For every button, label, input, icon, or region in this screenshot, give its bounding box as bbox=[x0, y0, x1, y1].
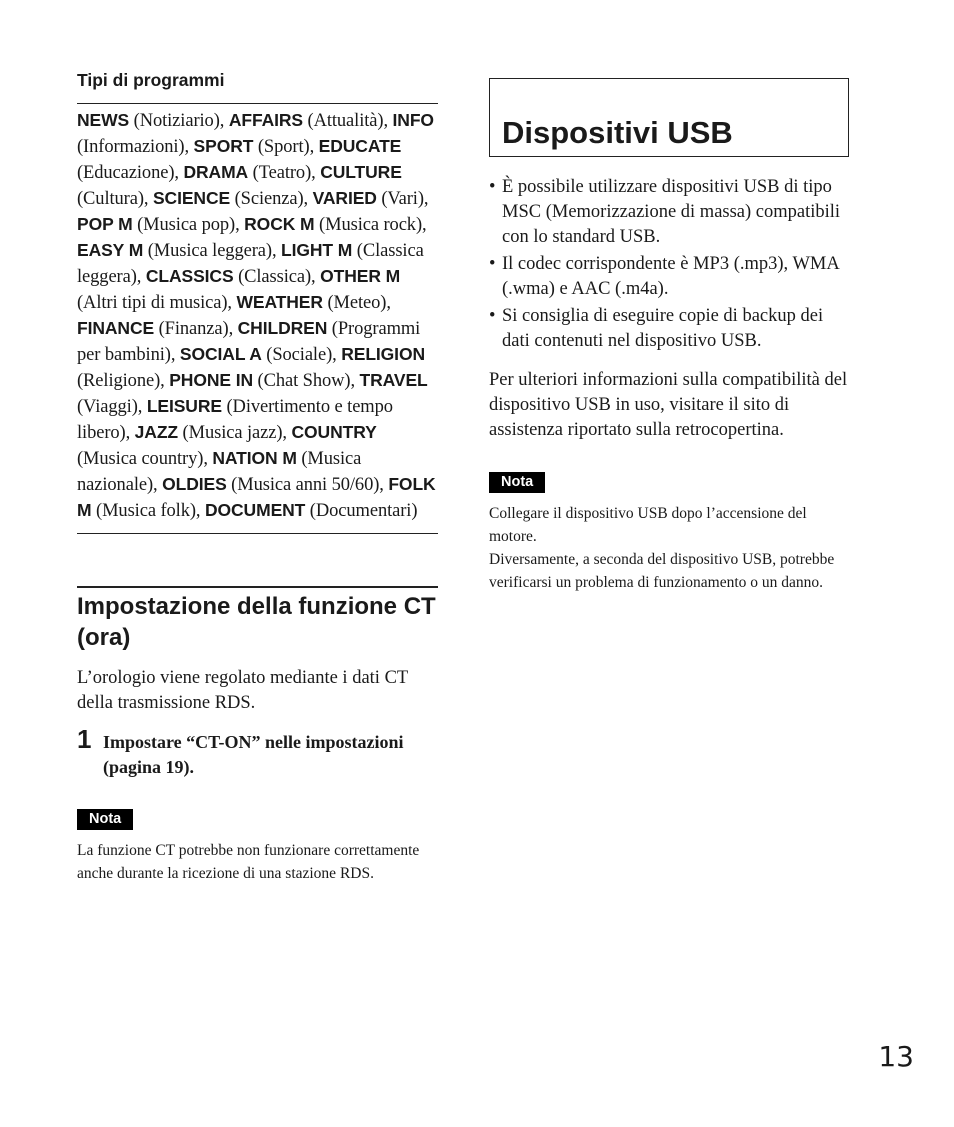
note-badge: Nota bbox=[489, 472, 545, 493]
note-badge: Nota bbox=[77, 809, 133, 830]
note-text: La funzione CT potrebbe non funzionare correttamente anche durante la ricezione di una stazione RDS. bbox=[77, 842, 420, 882]
program-type-desc: (Documentari) bbox=[305, 501, 418, 521]
program-type-desc: (Classica), bbox=[233, 267, 321, 287]
left-column bbox=[77, 70, 438, 885]
program-type-desc: (Sociale), bbox=[261, 345, 342, 365]
program-type-desc: (Sport), bbox=[253, 137, 319, 157]
program-type-code: NATION M bbox=[212, 448, 297, 468]
ct-section-title: Impostazione della funzione CT (ora) bbox=[77, 586, 438, 653]
program-type-code: PHONE IN bbox=[169, 370, 253, 390]
program-type-code: AFFAIRS bbox=[228, 110, 303, 130]
program-type-code: CLASSICS bbox=[145, 266, 234, 286]
program-type-code: VARIED bbox=[312, 188, 377, 208]
program-type-code: INFO bbox=[392, 110, 434, 130]
ct-note bbox=[77, 809, 438, 885]
program-type-code: RELIGION bbox=[341, 344, 425, 364]
program-type-desc: (Musica country), bbox=[77, 449, 213, 469]
program-type-code: COUNTRY bbox=[291, 422, 377, 442]
program-type-desc: (Altri tipi di musica), bbox=[77, 293, 237, 313]
program-type-code: DOCUMENT bbox=[204, 500, 306, 520]
program-type-code: LIGHT M bbox=[281, 240, 353, 260]
program-type-desc: (Cultura), bbox=[77, 189, 153, 209]
program-type-code: SOCIAL A bbox=[179, 344, 262, 364]
program-type-code: EDUCATE bbox=[318, 136, 402, 156]
right-column bbox=[489, 78, 849, 594]
program-type-code: ROCK M bbox=[244, 214, 315, 234]
program-type-desc: (Musica anni 50/60), bbox=[226, 475, 389, 495]
usb-section-title: Dispositivi USB bbox=[502, 115, 733, 150]
program-type-desc: (Musica rock), bbox=[314, 215, 427, 235]
usb-bullet-list bbox=[489, 175, 849, 354]
program-type-desc: (Scienza), bbox=[230, 189, 313, 209]
program-type-code: JAZZ bbox=[134, 422, 179, 442]
list-item: • Il codec corrispondente è MP3 (.mp3), WMA (.wma) e AAC (.m4a). bbox=[489, 254, 839, 299]
program-type-code: TRAVEL bbox=[359, 370, 428, 390]
note-line: Diversamente, a seconda del dispositivo USB, potrebbe verificarsi un problema di funzionamento o un danno. bbox=[489, 551, 835, 591]
program-type-code: DRAMA bbox=[183, 162, 249, 182]
ct-section-body: L’orologio viene regolato mediante i dati CT della trasmissione RDS. bbox=[77, 668, 408, 713]
program-type-code: LEISURE bbox=[146, 396, 222, 416]
program-type-desc: (Musica jazz), bbox=[178, 423, 292, 443]
step-1 bbox=[77, 724, 438, 780]
program-type-code: FINANCE bbox=[77, 318, 155, 338]
bullet-icon: • bbox=[489, 306, 496, 326]
program-type-code: OLDIES bbox=[162, 474, 227, 494]
program-type-desc: (Educazione), bbox=[77, 163, 184, 183]
program-type-code: NEWS bbox=[77, 110, 130, 130]
program-type-code: WEATHER bbox=[236, 292, 323, 312]
program-type-desc: (Attualità), bbox=[302, 111, 393, 131]
program-type-desc: (Informazioni), bbox=[77, 137, 194, 157]
bullet-icon: • bbox=[489, 254, 496, 274]
note-text bbox=[489, 502, 849, 594]
step-number: 1 bbox=[77, 724, 92, 754]
usb-info-paragraph: Per ulteriori informazioni sulla compatibilità del dispositivo USB in uso, visitare il sito di assistenza riportato sulla retrocopertina. bbox=[489, 370, 848, 440]
program-type-desc: (Divertimento e tempo libero), bbox=[77, 397, 393, 443]
list-item: • È possibile utilizzare dispositivi USB di tipo MSC (Memorizzazione di massa) compatibili con lo standard USB. bbox=[489, 177, 841, 247]
list-item: • Si consiglia di eseguire copie di backup dei dati contenuti nel dispositivo USB. bbox=[489, 306, 824, 351]
program-type-desc: (Musica pop), bbox=[132, 215, 245, 235]
program-type-desc: (Religione), bbox=[77, 371, 170, 391]
program-type-desc: (Musica nazionale), bbox=[77, 449, 362, 495]
program-type-desc: (Teatro), bbox=[248, 163, 321, 183]
program-type-code: CULTURE bbox=[320, 162, 402, 182]
program-type-desc: (Viaggi), bbox=[77, 397, 147, 417]
program-type-desc: (Programmi per bambini), bbox=[77, 319, 421, 365]
program-types-heading: Tipi di programmi bbox=[77, 70, 438, 104]
program-type-code: POP M bbox=[77, 214, 133, 234]
program-type-code: OTHER M bbox=[320, 266, 401, 286]
usb-note bbox=[489, 472, 849, 594]
program-type-desc: (Finanza), bbox=[154, 319, 238, 339]
page-number: 13 bbox=[878, 1040, 914, 1073]
program-type-code: CHILDREN bbox=[237, 318, 328, 338]
program-type-desc: (Vari), bbox=[376, 189, 429, 209]
usb-title-box bbox=[489, 78, 849, 157]
program-type-code: FOLK M bbox=[77, 474, 436, 520]
program-type-desc: (Meteo), bbox=[322, 293, 391, 313]
program-type-desc: (Musica folk), bbox=[91, 501, 205, 521]
bullet-icon: • bbox=[489, 177, 496, 197]
program-type-desc: (Notiziario), bbox=[129, 111, 229, 131]
note-line: Collegare il dispositivo USB dopo l’accensione del motore. bbox=[489, 505, 807, 545]
program-types-list bbox=[77, 104, 438, 534]
program-type-desc: (Musica leggera), bbox=[143, 241, 282, 261]
program-type-code: SCIENCE bbox=[152, 188, 231, 208]
program-type-desc: (Chat Show), bbox=[253, 371, 360, 391]
program-type-code: EASY M bbox=[77, 240, 144, 260]
program-type-code: SPORT bbox=[193, 136, 254, 156]
step-text: Impostare “CT-ON” nelle impostazioni (pagina 19). bbox=[103, 732, 404, 777]
program-type-desc: (Classica leggera), bbox=[77, 241, 424, 287]
